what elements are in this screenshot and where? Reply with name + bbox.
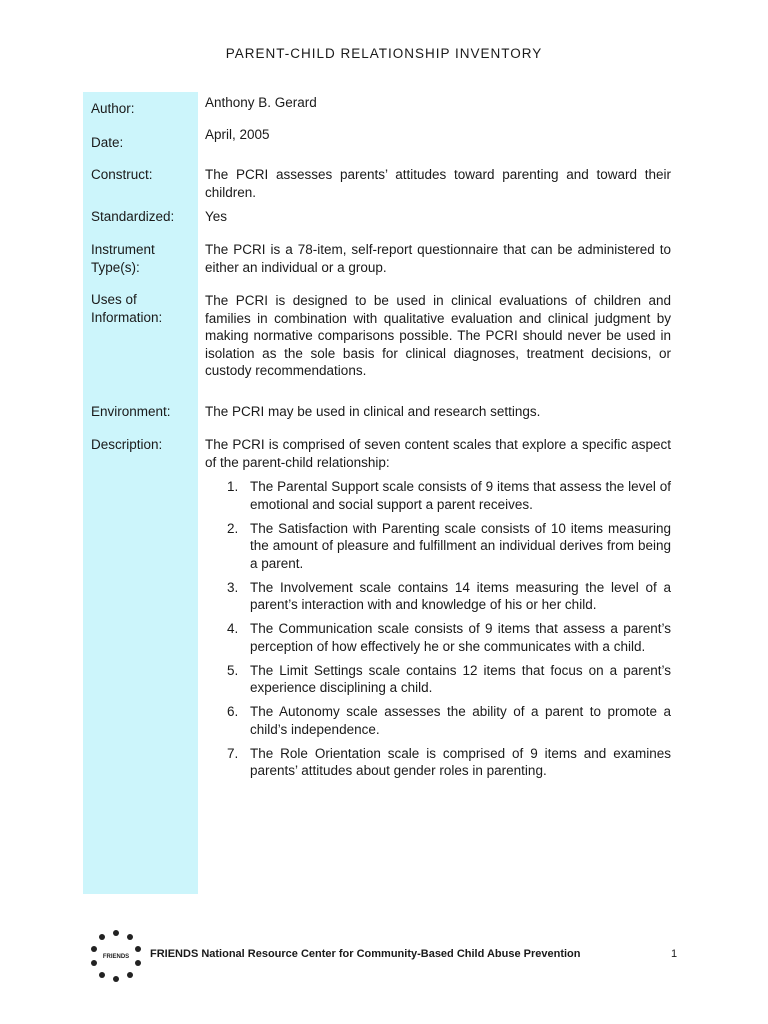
field-date-label: Date: xyxy=(91,135,124,150)
field-date-value: April, 2005 xyxy=(205,127,270,142)
list-item-text: The Communication scale consists of 9 items that assess a parent’s perception of how effectively he or she communicates with a child. xyxy=(250,621,671,654)
field-author-value: Anthony B. Gerard xyxy=(205,95,317,110)
friends-logo-icon xyxy=(86,925,146,985)
field-description-label: Description: xyxy=(91,437,163,452)
list-item xyxy=(205,662,671,697)
field-uses-value: The PCRI is designed to be used in clinical evaluations of children and families in combination with qualitative evaluation and clinical judgment by making normative comparisons possible. The PCRI should never be used in isolation as the sole basis for clinical diagnoses, treatment decisions, or custody recommendations. xyxy=(205,293,671,378)
list-item-text: The Role Orientation scale is comprised of 9 items and examines parents’ attitudes about gender roles in parenting. xyxy=(250,745,671,778)
list-item-number: 1. xyxy=(227,479,239,494)
list-item-number: 2. xyxy=(227,520,239,536)
field-construct-label: Construct: xyxy=(91,167,153,182)
list-item-number: 4. xyxy=(227,621,239,636)
field-author-label: Author: xyxy=(91,101,135,116)
field-standardized-label: Standardized: xyxy=(91,209,175,224)
list-item-text: The Limit Settings scale contains 12 items that focus on a parent’s experience disciplining a child. xyxy=(250,662,671,695)
list-item xyxy=(205,520,671,573)
scales-list xyxy=(205,478,671,786)
list-item-text: The Autonomy scale assesses the ability of a parent to promote a child’s independence. xyxy=(250,704,671,737)
list-item-text: The Involvement scale contains 14 items measuring the level of a parent’s interaction with and knowledge of his or her child. xyxy=(250,579,671,612)
page-title: PARENT-CHILD RELATIONSHIP INVENTORY xyxy=(225,46,543,61)
list-item xyxy=(205,745,671,780)
list-item-text: The Parental Support scale consists of 9 items that assess the level of emotional and social support a parent receives. xyxy=(250,479,671,512)
list-item-text: The Satisfaction with Parenting scale consists of 10 items measuring the amount of pleasure and fulfillment an individual derives from being a parent. xyxy=(250,520,671,571)
list-item xyxy=(205,579,671,614)
page-number: 1 xyxy=(671,948,678,960)
field-standardized-value: Yes xyxy=(205,209,228,224)
friends-logo-text: FRIENDS xyxy=(102,954,130,960)
field-uses-label: Uses of Information: xyxy=(91,292,163,325)
list-item xyxy=(205,478,671,513)
footer-text: FRIENDS National Resource Center for Community-Based Child Abuse Prevention xyxy=(150,948,581,960)
list-item-number: 7. xyxy=(227,745,239,761)
field-instrument-type-label: Instrument Type(s): xyxy=(91,242,155,275)
list-item-number: 5. xyxy=(227,662,239,678)
field-construct-value: The PCRI assesses parents’ attitudes toward parenting and toward their children. xyxy=(205,167,671,200)
list-item-number: 3. xyxy=(227,579,239,595)
list-item xyxy=(205,620,671,655)
list-item-number: 6. xyxy=(227,704,239,719)
field-environment-value: The PCRI may be used in clinical and research settings. xyxy=(205,404,541,419)
list-item xyxy=(205,703,671,738)
field-environment-label: Environment: xyxy=(91,404,171,419)
field-instrument-type-value: The PCRI is a 78-item, self-report questionnaire that can be administered to either an individual or a group. xyxy=(205,242,671,275)
field-description-value: The PCRI is comprised of seven content scales that explore a specific aspect of the parent-child relationship: xyxy=(205,437,671,470)
